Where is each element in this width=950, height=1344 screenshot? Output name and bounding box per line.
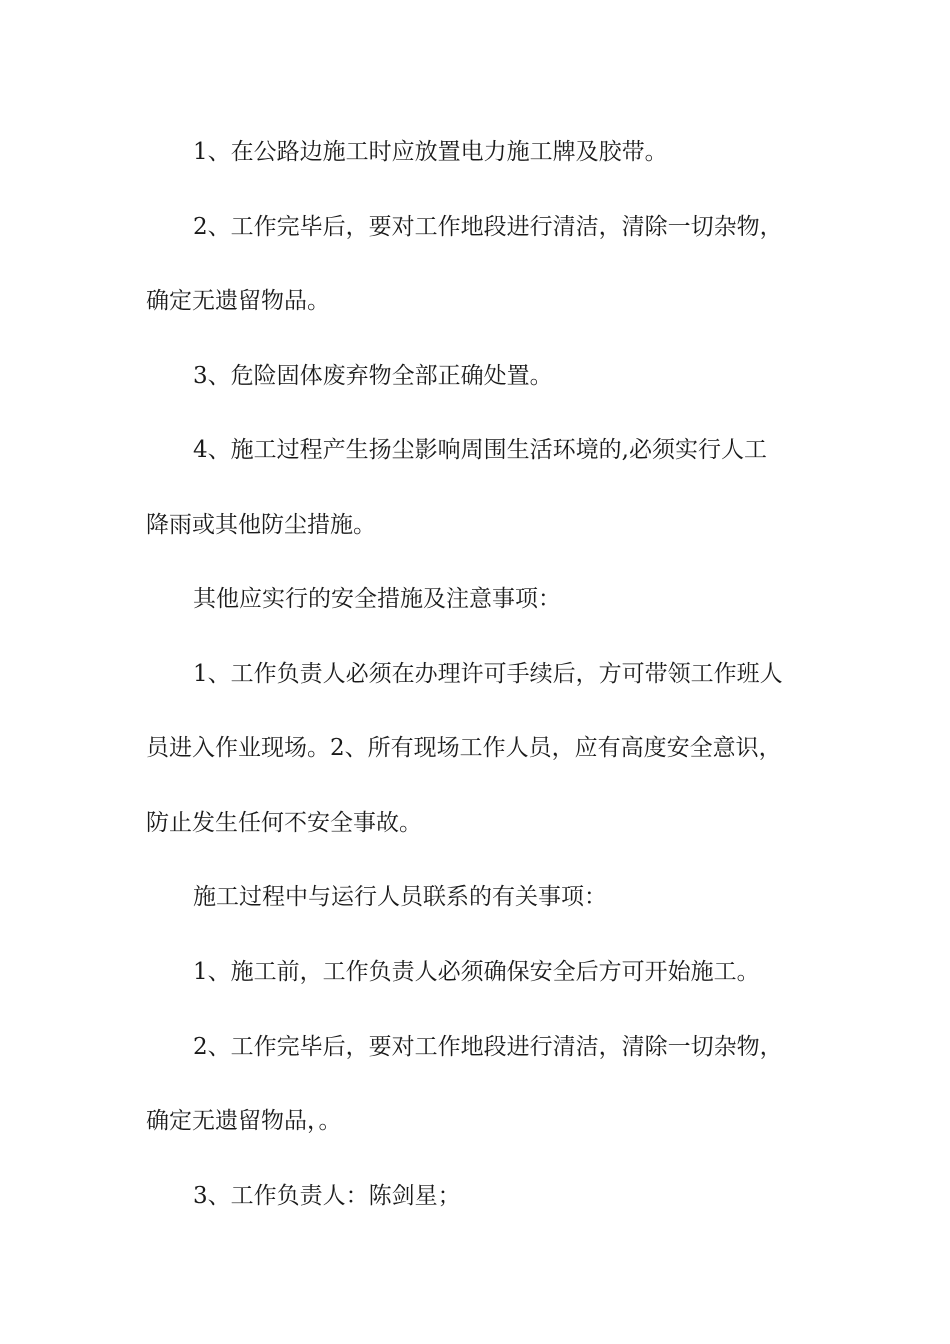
paragraph-line: 2、工作完毕后，要对工作地段进行清洁，清除一切杂物， [193,214,783,240]
paragraph-line: 确定无遗留物品。 [146,288,330,314]
paragraph-line: 4、施工过程产生扬尘影响周围生活环境的,必须实行人工 [193,437,767,463]
paragraph-line: 3、危险固体废弃物全部正确处置。 [193,363,553,389]
paragraph-line: 3、工作负责人：陈剑星； [193,1183,461,1209]
paragraph-line: 1、在公路边施工时应放置电力施工牌及胶带。 [193,139,668,165]
section-heading: 其他应实行的安全措施及注意事项： [193,586,561,612]
paragraph-line: 1、施工前，工作负责人必须确保安全后方可开始施工。 [193,959,760,985]
paragraph-line: 2、工作完毕后，要对工作地段进行清洁，清除一切杂物， [193,1034,783,1060]
paragraph-line: 降雨或其他防尘措施。 [146,512,376,538]
paragraph-line: 防止发生任何不安全事故。 [146,810,422,836]
paragraph-line: 1、工作负责人必须在办理许可手续后，方可带领工作班人 [193,661,783,687]
paragraph-line: 确定无遗留物品，。 [146,1108,342,1134]
section-heading: 施工过程中与运行人员联系的有关事项： [193,884,607,910]
paragraph-line: 员进入作业现场。2、所有现场工作人员，应有高度安全意识， [146,735,782,761]
